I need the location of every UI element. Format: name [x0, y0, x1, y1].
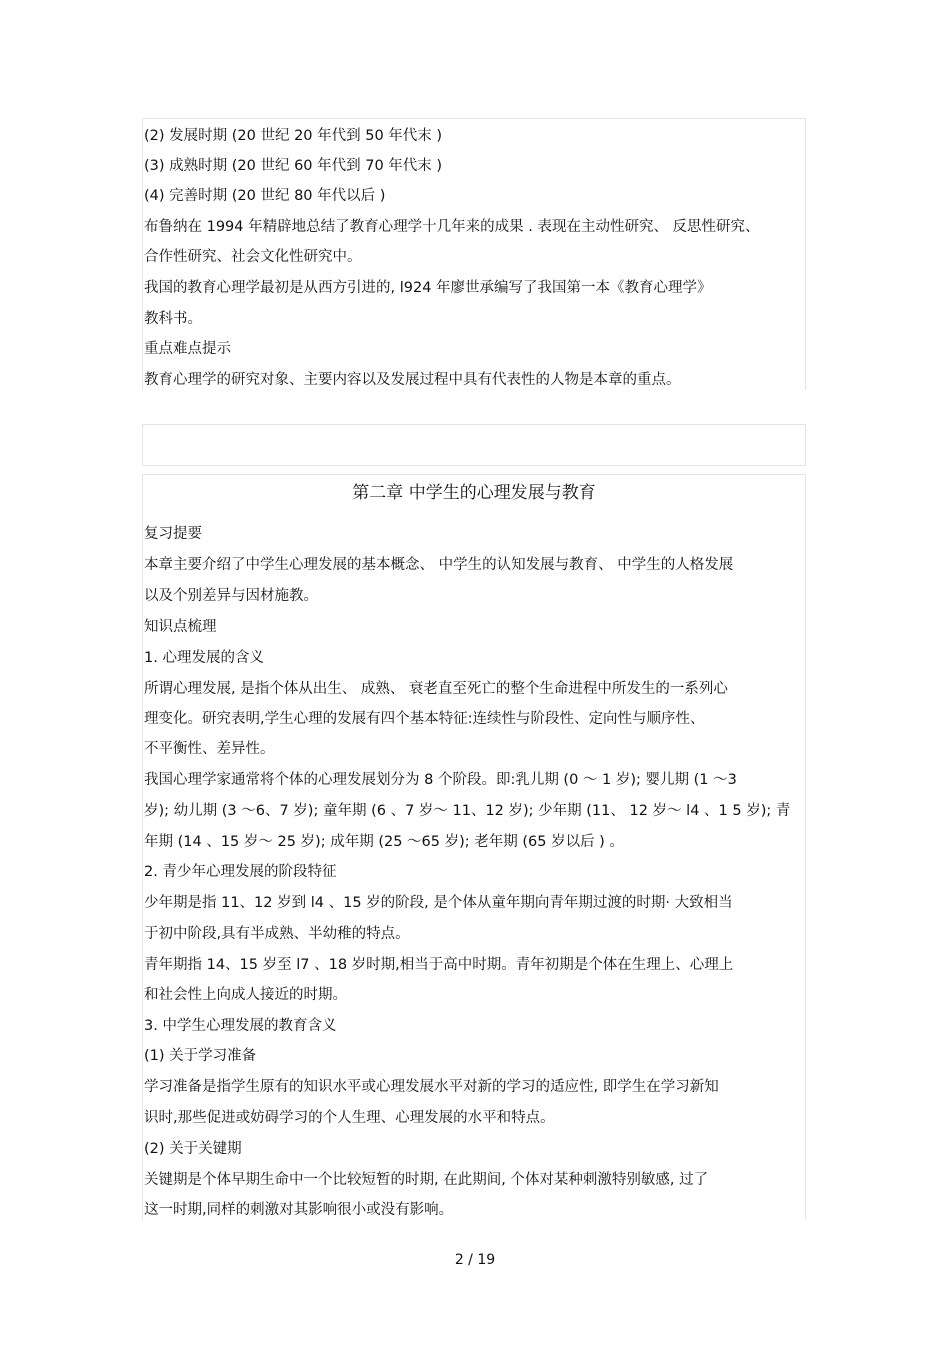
text-line: 岁); 幼儿期 (3 ～6、7 岁); 童年期 (6 、7 岁～ 11、12 岁); 少年期 (11、 12 岁～ l4 、1 5 岁); 青	[144, 803, 791, 819]
section-heading: 复习提要	[144, 526, 202, 542]
text-line: 和社会性上向成人接近的时期。	[144, 987, 347, 1003]
text-line: 不平衡性、差异性。	[144, 741, 275, 757]
text-line: (3) 成熟时期 (20 世纪 60 年代到 70 年代末 )	[144, 158, 443, 174]
text-line: 我国心理学家通常将个体的心理发展划分为 8 个阶段。即:乳儿期 (0 ～ 1 岁); 婴儿期 (1 ～3	[144, 772, 737, 788]
text-line: 我国的教育心理学最初是从西方引进的, l924 年廖世承编写了我国第一本《教育心理学》	[144, 280, 712, 296]
text-line: 本章主要介绍了中学生心理发展的基本概念、 中学生的认知发展与教育、 中学生的人格发展	[144, 557, 734, 573]
text-line: 所谓心理发展, 是指个体从出生、 成熟、 衰老直至死亡的整个生命进程中所发生的一系列心	[144, 681, 728, 697]
text-line: 合作性研究、社会文化性研究中。	[144, 249, 362, 265]
subsection-heading: (2) 关于关键期	[144, 1141, 242, 1157]
text-line: 于初中阶段,具有半成熟、半幼稚的特点。	[144, 926, 410, 942]
chapter-title: 第二章 中学生的心理发展与教育	[352, 483, 596, 503]
text-line: 理变化。研究表明,学生心理的发展有四个基本特征:连续性与阶段性、定向性与顺序性、	[144, 711, 705, 727]
text-line: 布鲁纳在 1994 年精辟地总结了教育心理学十几年来的成果 . 表现在主动性研究、 反思性研究、	[144, 219, 760, 235]
text-line: 年期 (14 、15 岁～ 25 岁); 成年期 (25 ～65 岁); 老年期 (65 岁以后 ) 。	[144, 834, 624, 850]
subsection-heading: 2. 青少年心理发展的阶段特征	[144, 864, 337, 880]
text-line: 少年期是指 11、12 岁到 l4 、15 岁的阶段, 是个体从童年期向青年期过渡的时期· 大致相当	[144, 895, 733, 911]
text-line: 识时,那些促进或妨碍学习的个人生理、心理发展的水平和特点。	[144, 1110, 555, 1126]
text-line: 教育心理学的研究对象、主要内容以及发展过程中具有代表性的人物是本章的重点。	[144, 372, 681, 388]
text-line: 学习准备是指学生原有的知识水平或心理发展水平对新的学习的适应性, 即学生在学习新知	[144, 1079, 719, 1095]
text-line: 以及个别差异与因材施教。	[144, 588, 318, 604]
subsection-heading: 3. 中学生心理发展的教育含义	[144, 1018, 337, 1034]
section-heading: 重点难点提示	[144, 341, 231, 357]
text-line: 关键期是个体早期生命中一个比较短暂的时期, 在此期间, 个体对某种刺激特别敏感, 过了	[144, 1172, 709, 1188]
text-line: 青年期指 14、15 岁至 l7 、18 岁时期,相当于高中时期。青年初期是个体在生理上、心理上	[144, 957, 734, 973]
subsection-heading: 1. 心理发展的含义	[144, 650, 264, 666]
text-line: 教科书。	[144, 311, 202, 327]
section-heading: 知识点梳理	[144, 619, 217, 635]
text-line: 这一时期,同样的刺激对其影响很小或没有影响。	[144, 1202, 454, 1218]
text-line: (4) 完善时期 (20 世纪 80 年代以后 )	[144, 188, 386, 204]
subsection-heading: (1) 关于学习准备	[144, 1048, 257, 1064]
text-line: (2) 发展时期 (20 世纪 20 年代到 50 年代末 )	[144, 128, 443, 144]
page-frame-blank	[142, 424, 806, 466]
page-number: 2 / 19	[454, 1252, 496, 1268]
